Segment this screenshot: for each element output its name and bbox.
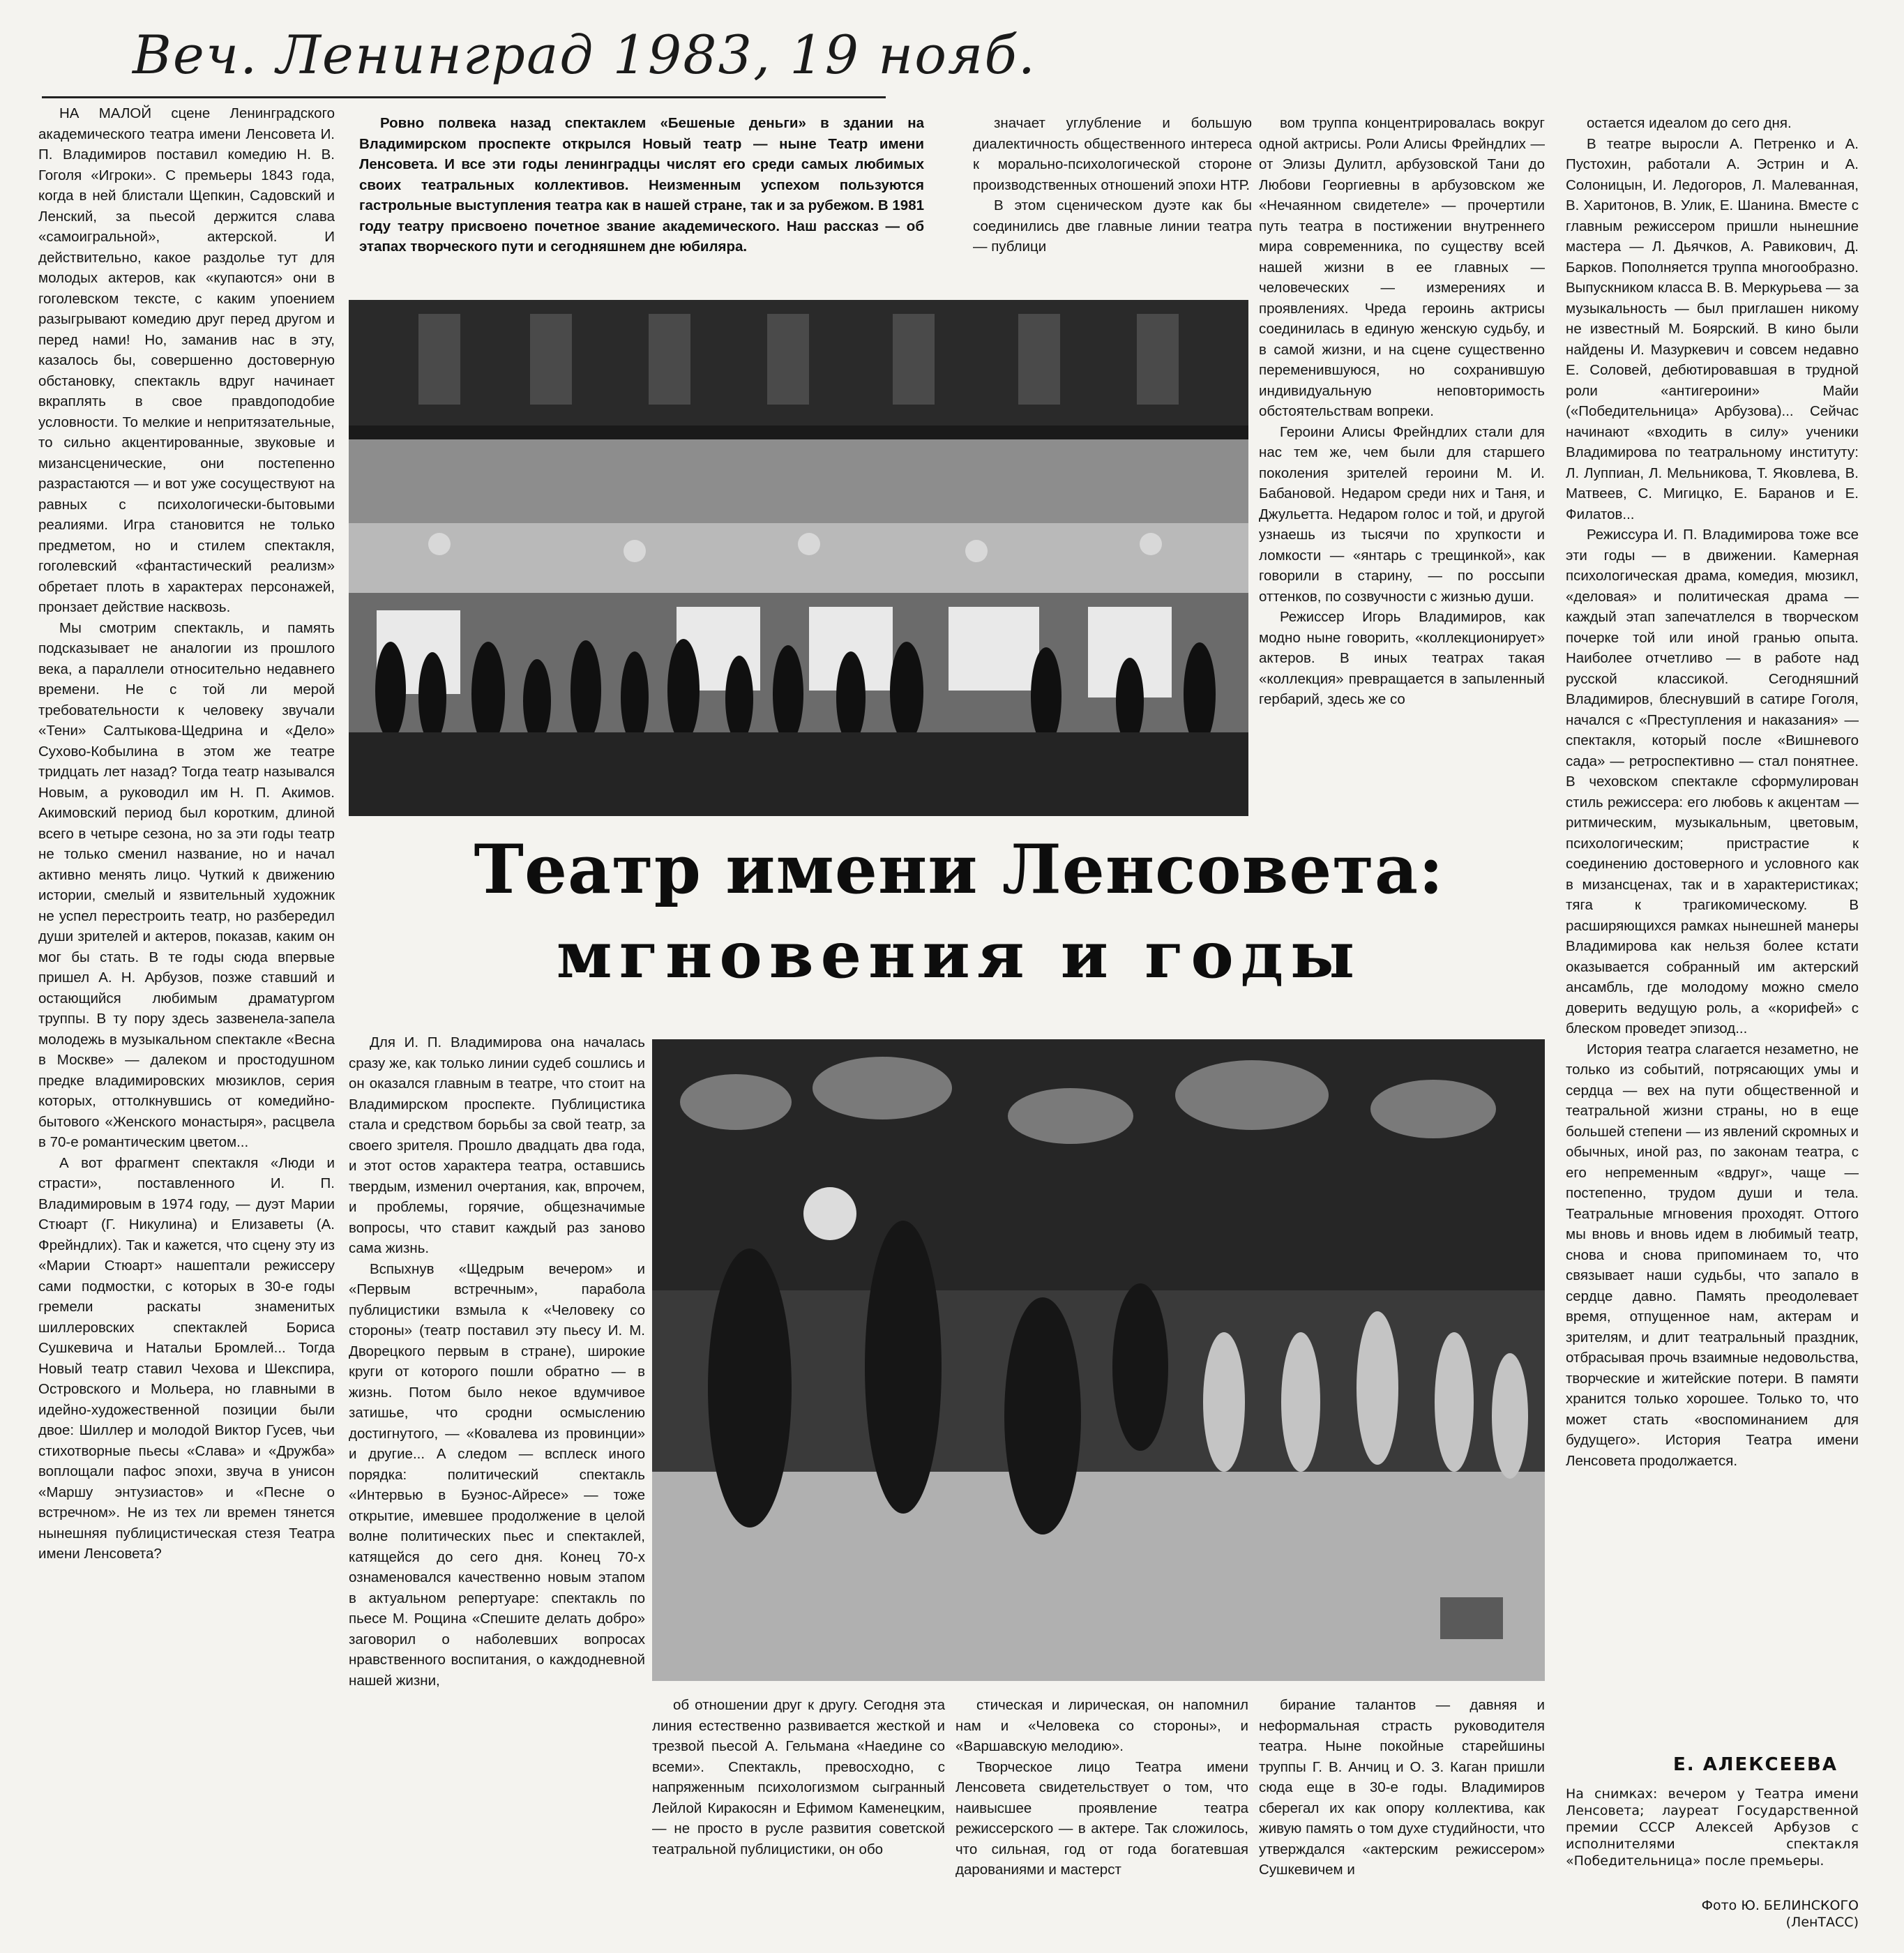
col4-bottom-text: стическая и лирическая, он напомнил нам и «Человека со стороны», и «Варшавскую мелодию». bbox=[955, 1697, 1248, 1754]
col5-top-text: вом труппа концентрировалась вокруг одной актрисы. Роли Алисы Фрейндлих — от Элизы Дулитл, арбузовской Тани до Любови Георгиевны в арбузовском же «Нечаянном свидетеле» — прочертили путь театра в постижении внутреннего мира современника, по существу всей нашей жизни в ее главных — человеческих — измерениях и проявлениях. Чреда героинь актрисы соединилась в единую женскую судьбу, и в самой жизни, и на сцене существенно переменившуюся, но сохранившую индивидуальную неповторимость обстоятельствам вопреки. bbox=[1259, 115, 1545, 419]
col6-paragraph-3: Режиссура И. П. Владимирова тоже все эти годы — в движении. Камерная психологическая драма, комедия, мюзикл, «деловая» и политическая драма — каждый этап запечатлелся в творческом почерке той или иной гранью опыта. Наиболее отчетливо — в работе над русской классикой. Сегодняшний Владимиров, блеснувший в сатире Гоголя, начался с «Преступления и наказания» — спектакля, который после «Вишневого сада» — ретроспективно — стал понятнее. В чеховском спектакле сформулирован стиль режиссера: его любовь к акцентам — ритмическим, музыкальным, цветовым, психологическим; пристрастие к соединению достоверного и условного как в мизансценах, так и в характеристиках; тяга к трагикомическому. В расширяющихся рамках нынешней манеры Владимирова как нельзя более кстати оказывается собранный им актерский ансамбль, где молодому можно смело доверить ведущую роль, а «корифей» с блеском проведет эпизод... bbox=[1566, 527, 1859, 1036]
col3-top-text-2: В этом сценическом дуэте как бы соединились две главные линии театра — публици bbox=[973, 197, 1252, 255]
col6-paragraph-2: В театре выросли А. Петренко и А. Пустохин, работали А. Эстрин и А. Солоницын, И. Ледогоров, Л. Малеванная, В. Харитонов, В. Улик, Е. Шанина. Вместе с главным режиссером пришли нынешние мастера — Л. Дьячков, А. Равикович, Д. Барков. Пополняется труппа многообразно. Выпускником класса В. В. Меркурьева — за музыкальность — был приглашен никому не известный М. Боярский. В кино были найдены И. Мазуркевич и совсем недавно Е. Соловей, дебютировавшая в трудной роли «антигероини» Майи («Победительница» Арбузова)... Сейчас начинают «входить в силу» ученики Владимирова по театральному институту: Л. Луппиан, Л. Мельникова, Т. Яковлева, В. Матвеев, С. Мигицко, Е. Баранов и Е. Филатов... bbox=[1566, 135, 1859, 522]
col1-paragraph-1: НА МАЛОЙ сцене Ленинградского академического театра имени Ленсовета И. П. Владимиров поставил комедию Н. В. Гоголя «Игроки». С премьеры 1843 года, когда в ней блистали Щепкин, Садовский и Ленский, за пьесой держится слава «самоигральной», актерской. И действительно, какое раздолье тут для молодых актеров, как «купаются» они в гоголевском тексте, с каким упоением разыгрывают комедию друг перед другом и перед нами! Но, заманив нас в эту, казалось бы, совершенно достоверную обстановку, спектакль вдруг начинает вкраплять в свое правдоподобие условности. То мелкие и непритязательные, то сильно акцентированные, звуковые и мизансценические, они постепенно разрастаются — и вот уже сосуществуют на равных с психологически-бытовыми реалиями. Игра становится не только предметом, но и стилем спектакля, гоголевский «фантастический реализм» обретает плоть в характерах персонажей, пронзает действие насквозь. bbox=[38, 105, 335, 615]
col5-bottom-text: бирание талантов — давняя и неформальная страсть руководителя театра. Ныне покойные старейшины труппы Г. В. Анчиц и О. З. Каган пришли сюда еще в 30-е годы. Владимиров сберегал их как опору коллектива, как живую память о том духе студийности, что утверждался «актерским режиссером» Сушкевичем и bbox=[1259, 1697, 1545, 1878]
lead-text: Ровно полвека назад спектаклем «Бешеные деньги» в здании на Владимирском проспекте открылся Новый театр — ныне Театр имени Ленсовета. И все эти годы ленинградцы числят его среди самых любимых своих театральных коллективов. Неизменным успехом пользуются гастрольные выступления театра как в нашей стране, так и за рубежом. В 1981 году театру присвоено почетное звание академического. Наш рассказ — об этапах творческого пути и сегодняшнем дне юбиляра. bbox=[359, 115, 924, 255]
author-signature: Е. АЛЕКСЕЕВА bbox=[1673, 1754, 1838, 1775]
col2-paragraph-1: Для И. П. Владимирова она началась сразу же, как только линии судеб сошлись и он оказался главным в театре, что стоит на Владимирском проспекте. Публицистика стала и средством борьбы за свой театр, за своего зрителя. Прошло двадцать два года, и этот остов характера театра, оставшись твердым, изменил очертания, как, впрочем, и проблемы, горячие, общезначимые вопросы, что ставит каждый раз заново сама жизнь. bbox=[349, 1034, 645, 1256]
headline-line-2: мгновения и годы bbox=[556, 917, 1362, 993]
headline bbox=[349, 827, 1569, 997]
photo-caption: На снимках: вечером у Театра имени Ленсовета; лауреат Государственной премии СССР Алексей Арбузов с исполнителями спектакля «Победительница» после премьеры. bbox=[1566, 1786, 1859, 1869]
headline-line-1: Театр имени Ленсовета: bbox=[474, 830, 1444, 909]
handwritten-note: Веч. Ленинград 1983, 19 нояб. bbox=[133, 24, 1036, 86]
col4-bottom-text-2: Творческое лицо Театра имени Ленсовета свидетельствует о том, что наивысшее проявление театра режиссерского — в актере. Так сложилось, что сильная, год от года богатевшая дарованиями и мастерст bbox=[955, 1758, 1248, 1878]
col5-top-text-3: Режиссер Игорь Владимиров, как модно ныне говорить, «коллекционирует» актеров. В иных театрах такая «коллекция» превращается в запыленный гербарий, здесь же со bbox=[1259, 609, 1545, 707]
premiere-stage-photo bbox=[652, 1039, 1545, 1681]
column-1 bbox=[38, 103, 335, 1917]
column-6 bbox=[1566, 113, 1859, 1749]
col5-top-text-2: Героини Алисы Фрейндлих стали для нас тем же, чем были для старшего поколения зрителей героини М. И. Бабановой. Недаром среди них и Таня, и Джульетта. Недаром голос и той, и другой узнаешь из тысячи по хрупкости и ломкости — «янтарь с трещинкой», как говорили в старину, — по россыпи оттенков, по созвучности с жизнью души. bbox=[1259, 423, 1545, 605]
photo-credit bbox=[1566, 1897, 1859, 1931]
photo-credit-line-1: Фото Ю. БЕЛИНСКОГО bbox=[1701, 1898, 1859, 1913]
col2-paragraph-2: Вспыхнув «Щедрым вечером» и «Первым встречным», парабола публицистики взмыла к «Человеку со стороны» (театр поставил эту пьесу И. М. Дворецкого первым в стране), широкие круги от которого пошли обратно — в жизнь. Потом было некое вдумчивое затишье, что сродни осмыслению достигнутого, — «Ковалева из провинции» и другие... А следом — всплеск иного порядка: политический спектакль «Интервью в Буэнос-Айресе» — тоже открытие, имевшее продолжение в целой волне политических пьес и спектаклей, катящейся до сего дня. Конец 70-х ознаменовался качественно новым этапом в актуальном репертуаре: спектакль по пьесе М. Рощина «Спешите делать добро» заговорил о наболевших вопросах нравственного воспитания, о каждодневной нашей жизни, bbox=[349, 1260, 645, 1689]
column-3-bottom bbox=[652, 1695, 945, 1918]
col6-paragraph-4: История театра слагается незаметно, не только из событий, потрясающих умы и сердца — вех на пути общественной и театральной жизни страны, но в еще большей степени — из явлений скромных и обычных, иной раз, по законам театра, с его непременным «вдруг», чаще — постепенно, трудом души и тела. Театральные мгновения проходят. Оттого мы вновь и вновь идем в любимый театр, снова и снова припоминаем то, что связывает наши судьбы, что запало в сердце давно. Память преодолевает время, отпущенное нам, актерам и зрителям, и длит театральный праздник, отбрасывая прочь взаимные недовольства, творческие и житейские потери. В памяти хранится только хорошее. Только то, что может стать «воспоминанием для будущего». История Театра имени Ленсовета продолжается. bbox=[1566, 1041, 1859, 1469]
col3-top-text: значает углубление и большую диалектичность общественного интереса к морально-психологической стороне производственных отношений эпохи НТР. bbox=[973, 115, 1252, 193]
lead-paragraph bbox=[359, 113, 924, 294]
column-4-bottom bbox=[955, 1695, 1248, 1918]
column-5-top bbox=[1259, 113, 1545, 838]
column-3-top bbox=[973, 113, 1252, 294]
col1-paragraph-3: А вот фрагмент спектакля «Люди и страсти», поставленного И. П. Владимировым в 1974 году, — дуэт Марии Стюарт (Г. Никулина) и Елизаветы (А. Фрейндлих). Так и кажется, что сцену эту из «Марии Стюарт» нашептали режиссеру сами подмостки, с которых в 30-е годы гремели раскаты знаменитых шиллеровских спектаклей Бориса Сушкевича и Натальи Бромлей... Тогда Новый театр ставил Чехова и Шекспира, Островского и Мольера, но главными в идейно-художественной позиции были двое: Шиллер и молодой Виктор Гусев, чьи стихотворные пьесы «Слава» и «Дружба» воплощали пафос эпохи, звуча в унисон «Маршу энтузиастов» и «Песне о встречном». Не из тех ли времен тянется нынешняя публицистическая стезя Театра имени Ленсовета? bbox=[38, 1154, 335, 1562]
photo-credit-line-2: (ЛенТАСС) bbox=[1785, 1915, 1859, 1930]
col3-bottom-text: об отношении друг к другу. Сегодня эта линия естественно развивается жесткой и трезвой пьесой А. Гельмана «Наедине со всеми». Спектакль, превосходно, с напряженным психологизмом сыгранный Лейлой Киракосян и Ефимом Каменецким, — не просто в русле развития советской театральной публицистики, он обо bbox=[652, 1697, 945, 1857]
handwritten-underline bbox=[42, 96, 886, 98]
column-5-bottom bbox=[1259, 1695, 1545, 1918]
column-2 bbox=[349, 1032, 645, 1918]
col6-paragraph-1: остается идеалом до сего дня. bbox=[1587, 115, 1792, 131]
theatre-facade-photo bbox=[349, 300, 1248, 816]
col1-paragraph-2: Мы смотрим спектакль, и память подсказывает не аналогии из прошлого века, а параллели относительно недавнего времени. Не с той ли мерой требовательности к человеку звучали «Тени» Салтыкова-Щедрина и «Дело» Сухово-Кобылина в этом же театре тридцать лет назад? Тогда театр назывался Новым, а руководил им Н. П. Акимов. Акимовский период был коротким, длиной всего в четыре сезона, но за эти годы театр не только сменил название, но и начал активно менять лицо. Чуткий к движению истории, смелый и язвительный художник не успел перестроить театр, но разбередил души зрителей и актеров, показав, каким он мог бы стать. В те годы сюда впервые пришел А. Н. Арбузов, позже ставший и остающийся любимым драматургом труппы. В ту пору здесь зазвенела-запела молодежь в музыкальном спектакле «Весна в Москве» — далеком и простодушном предке владимировских мюзиклов, серия которых, оттолкнувшись от комедийно-бытового «Женского монастыря», расцвела в 70-е романтическим цветом... bbox=[38, 619, 335, 1150]
